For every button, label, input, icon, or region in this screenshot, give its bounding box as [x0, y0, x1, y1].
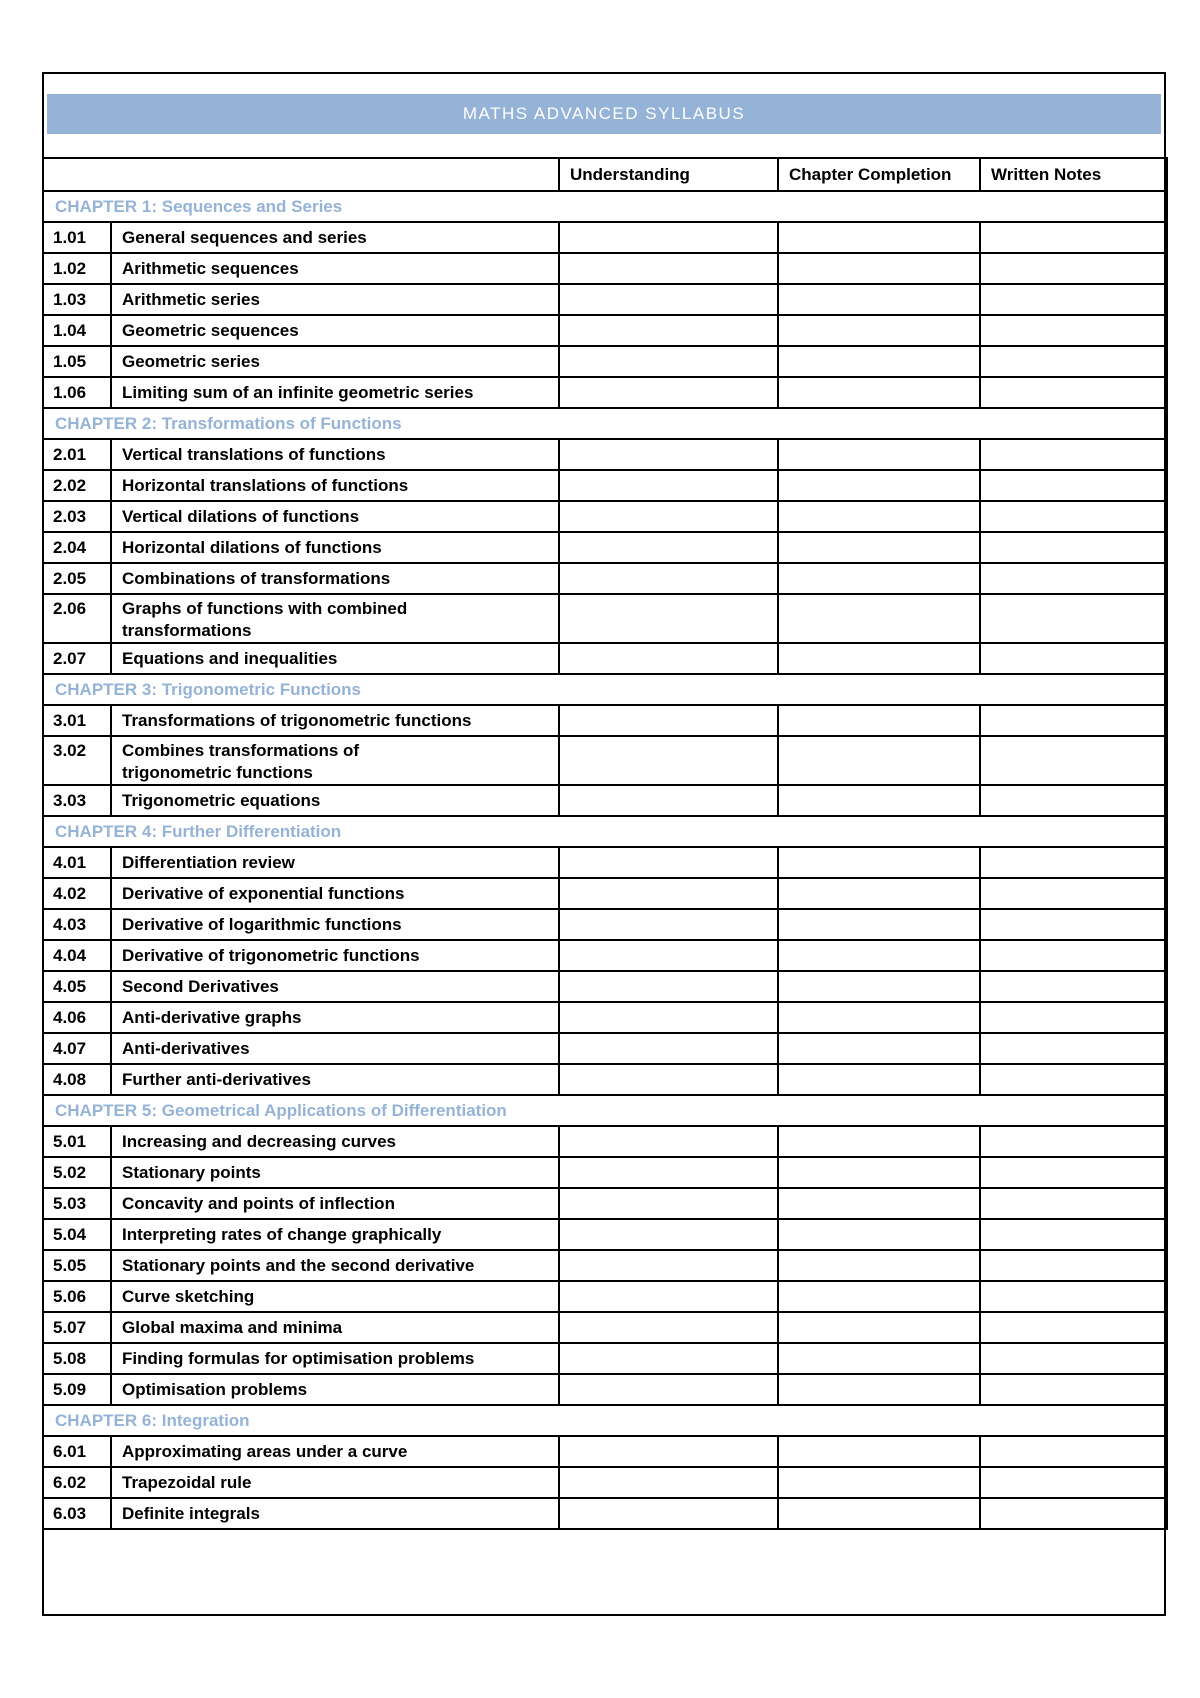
- written-notes-cell: [980, 377, 1167, 408]
- topic-row: [43, 1219, 1167, 1250]
- written-notes-cell: [980, 736, 1167, 785]
- written-notes-cell: [980, 284, 1167, 315]
- topic-code: 4.02: [43, 878, 111, 909]
- written-notes-cell: [980, 940, 1167, 971]
- topic-code: 2.02: [43, 470, 111, 501]
- chapter-heading: CHAPTER 1: Sequences and Series: [43, 191, 1167, 222]
- understanding-cell: [559, 377, 778, 408]
- understanding-cell: [559, 1219, 778, 1250]
- topic-code: 2.04: [43, 532, 111, 563]
- chapter-completion-cell: [778, 1126, 980, 1157]
- topic-name: Concavity and points of inflection: [111, 1188, 559, 1219]
- topic-name: Trapezoidal rule: [111, 1467, 559, 1498]
- topic-name: Anti-derivatives: [111, 1033, 559, 1064]
- chapter-completion-cell: [778, 1374, 980, 1405]
- topic-code: 5.02: [43, 1157, 111, 1188]
- topic-name: Transformations of trigonometric functions: [111, 705, 559, 736]
- topic-row: [43, 736, 1167, 785]
- written-notes-cell: [980, 315, 1167, 346]
- understanding-cell: [559, 1281, 778, 1312]
- topic-row: [43, 532, 1167, 563]
- topic-row: [43, 284, 1167, 315]
- written-notes-cell: [980, 222, 1167, 253]
- topic-row: [43, 1498, 1167, 1529]
- chapter-completion-cell: [778, 940, 980, 971]
- chapter-completion-cell: [778, 1343, 980, 1374]
- understanding-cell: [559, 222, 778, 253]
- chapter-completion-cell: [778, 971, 980, 1002]
- topic-row: [43, 594, 1167, 643]
- topic-code: 3.02: [43, 736, 111, 785]
- chapter-completion-cell: [778, 1436, 980, 1467]
- written-notes-cell: [980, 1250, 1167, 1281]
- understanding-cell: [559, 909, 778, 940]
- topic-row: [43, 1467, 1167, 1498]
- topic-code: 2.07: [43, 643, 111, 674]
- written-notes-cell: [980, 1188, 1167, 1219]
- topic-code: 1.04: [43, 315, 111, 346]
- chapter-completion-cell: [778, 501, 980, 532]
- written-notes-cell: [980, 470, 1167, 501]
- topic-name: Global maxima and minima: [111, 1312, 559, 1343]
- table-header-row: [43, 158, 1167, 191]
- topic-row: [43, 315, 1167, 346]
- understanding-cell: [559, 971, 778, 1002]
- topic-row: [43, 878, 1167, 909]
- topic-name: Limiting sum of an infinite geometric series: [111, 377, 559, 408]
- chapter-completion-cell: [778, 878, 980, 909]
- topic-code: 2.01: [43, 439, 111, 470]
- understanding-cell: [559, 594, 778, 643]
- topic-row: [43, 1374, 1167, 1405]
- chapter-completion-cell: [778, 563, 980, 594]
- topic-row: [43, 940, 1167, 971]
- topic-row: [43, 1188, 1167, 1219]
- topic-code: 5.01: [43, 1126, 111, 1157]
- topic-code: 6.02: [43, 1467, 111, 1498]
- topic-row: [43, 971, 1167, 1002]
- topic-code: 1.02: [43, 253, 111, 284]
- topic-name: Derivative of logarithmic functions: [111, 909, 559, 940]
- topic-row: [43, 470, 1167, 501]
- understanding-cell: [559, 1064, 778, 1095]
- topic-code: 3.03: [43, 785, 111, 816]
- chapter-completion-cell: [778, 909, 980, 940]
- topic-row: [43, 1064, 1167, 1095]
- chapter-completion-cell: [778, 222, 980, 253]
- written-notes-cell: [980, 847, 1167, 878]
- chapter-heading: CHAPTER 6: Integration: [43, 1405, 1167, 1436]
- topic-code: 6.03: [43, 1498, 111, 1529]
- chapter-completion-cell: [778, 705, 980, 736]
- understanding-cell: [559, 1498, 778, 1529]
- understanding-cell: [559, 643, 778, 674]
- topic-name: Curve sketching: [111, 1281, 559, 1312]
- topic-name: Derivative of exponential functions: [111, 878, 559, 909]
- written-notes-cell: [980, 501, 1167, 532]
- chapter-completion-cell: [778, 1002, 980, 1033]
- topic-row: [43, 1033, 1167, 1064]
- topic-row: [43, 377, 1167, 408]
- chapter-heading-row: [43, 1405, 1167, 1436]
- header-understanding: Understanding: [559, 158, 778, 191]
- topic-name: Vertical translations of functions: [111, 439, 559, 470]
- written-notes-cell: [980, 971, 1167, 1002]
- written-notes-cell: [980, 643, 1167, 674]
- understanding-cell: [559, 736, 778, 785]
- topic-name: Anti-derivative graphs: [111, 1002, 559, 1033]
- chapter-heading-row: [43, 408, 1167, 439]
- understanding-cell: [559, 1467, 778, 1498]
- topic-name: Differentiation review: [111, 847, 559, 878]
- understanding-cell: [559, 1126, 778, 1157]
- topic-row: [43, 643, 1167, 674]
- chapter-heading: CHAPTER 5: Geometrical Applications of Differentiation: [43, 1095, 1167, 1126]
- topic-name: Vertical dilations of functions: [111, 501, 559, 532]
- chapter-heading: CHAPTER 2: Transformations of Functions: [43, 408, 1167, 439]
- topic-row: [43, 563, 1167, 594]
- topic-name: Increasing and decreasing curves: [111, 1126, 559, 1157]
- topic-name: Geometric series: [111, 346, 559, 377]
- understanding-cell: [559, 253, 778, 284]
- topic-row: [43, 1436, 1167, 1467]
- topic-name: Arithmetic series: [111, 284, 559, 315]
- understanding-cell: [559, 1436, 778, 1467]
- understanding-cell: [559, 1312, 778, 1343]
- written-notes-cell: [980, 1219, 1167, 1250]
- chapter-completion-cell: [778, 594, 980, 643]
- topic-code: 4.06: [43, 1002, 111, 1033]
- topic-name: Finding formulas for optimisation problems: [111, 1343, 559, 1374]
- understanding-cell: [559, 346, 778, 377]
- topic-name: Graphs of functions with combined transformations: [111, 594, 559, 643]
- written-notes-cell: [980, 785, 1167, 816]
- topic-row: [43, 1157, 1167, 1188]
- topic-row: [43, 1250, 1167, 1281]
- topic-code: 1.05: [43, 346, 111, 377]
- written-notes-cell: [980, 1281, 1167, 1312]
- syllabus-table: [42, 157, 1168, 1530]
- chapter-completion-cell: [778, 439, 980, 470]
- topic-row: [43, 785, 1167, 816]
- understanding-cell: [559, 1374, 778, 1405]
- document-title: MATHS ADVANCED SYLLABUS: [47, 94, 1161, 134]
- understanding-cell: [559, 940, 778, 971]
- chapter-heading: CHAPTER 4: Further Differentiation: [43, 816, 1167, 847]
- topic-name: Horizontal dilations of functions: [111, 532, 559, 563]
- topic-row: [43, 222, 1167, 253]
- chapter-heading-row: [43, 816, 1167, 847]
- chapter-completion-cell: [778, 1033, 980, 1064]
- chapter-completion-cell: [778, 284, 980, 315]
- chapter-completion-cell: [778, 1064, 980, 1095]
- written-notes-cell: [980, 1157, 1167, 1188]
- understanding-cell: [559, 563, 778, 594]
- chapter-completion-cell: [778, 643, 980, 674]
- understanding-cell: [559, 439, 778, 470]
- written-notes-cell: [980, 705, 1167, 736]
- topic-code: 1.03: [43, 284, 111, 315]
- written-notes-cell: [980, 253, 1167, 284]
- topic-code: 4.08: [43, 1064, 111, 1095]
- written-notes-cell: [980, 1064, 1167, 1095]
- chapter-completion-cell: [778, 736, 980, 785]
- topic-code: 1.06: [43, 377, 111, 408]
- chapter-completion-cell: [778, 1281, 980, 1312]
- understanding-cell: [559, 1157, 778, 1188]
- topic-code: 4.04: [43, 940, 111, 971]
- topic-name: Derivative of trigonometric functions: [111, 940, 559, 971]
- header-written-notes: Written Notes: [980, 158, 1167, 191]
- understanding-cell: [559, 1002, 778, 1033]
- topic-row: [43, 1312, 1167, 1343]
- topic-name: Approximating areas under a curve: [111, 1436, 559, 1467]
- topic-row: [43, 346, 1167, 377]
- topic-name: Combines transformations of trigonometric functions: [111, 736, 559, 785]
- topic-code: 2.05: [43, 563, 111, 594]
- topic-code: 4.03: [43, 909, 111, 940]
- topic-name: Combinations of transformations: [111, 563, 559, 594]
- topic-row: [43, 1343, 1167, 1374]
- written-notes-cell: [980, 1033, 1167, 1064]
- written-notes-cell: [980, 1002, 1167, 1033]
- topic-row: [43, 1126, 1167, 1157]
- topic-code: 4.05: [43, 971, 111, 1002]
- topic-code: 3.01: [43, 705, 111, 736]
- topic-row: [43, 1281, 1167, 1312]
- topic-name: Arithmetic sequences: [111, 253, 559, 284]
- syllabus-table-body: [43, 158, 1167, 1529]
- topic-name: Stationary points: [111, 1157, 559, 1188]
- chapter-completion-cell: [778, 253, 980, 284]
- topic-name: Trigonometric equations: [111, 785, 559, 816]
- chapter-completion-cell: [778, 315, 980, 346]
- understanding-cell: [559, 878, 778, 909]
- topic-row: [43, 253, 1167, 284]
- written-notes-cell: [980, 909, 1167, 940]
- written-notes-cell: [980, 439, 1167, 470]
- chapter-completion-cell: [778, 532, 980, 563]
- understanding-cell: [559, 785, 778, 816]
- written-notes-cell: [980, 1467, 1167, 1498]
- topic-name: Further anti-derivatives: [111, 1064, 559, 1095]
- topic-row: [43, 501, 1167, 532]
- understanding-cell: [559, 532, 778, 563]
- chapter-completion-cell: [778, 1219, 980, 1250]
- understanding-cell: [559, 1188, 778, 1219]
- topic-name: Interpreting rates of change graphically: [111, 1219, 559, 1250]
- topic-code: 2.03: [43, 501, 111, 532]
- topic-code: 5.07: [43, 1312, 111, 1343]
- chapter-completion-cell: [778, 1312, 980, 1343]
- chapter-heading-row: [43, 674, 1167, 705]
- written-notes-cell: [980, 1374, 1167, 1405]
- chapter-heading-row: [43, 191, 1167, 222]
- chapter-completion-cell: [778, 1498, 980, 1529]
- topic-name: Equations and inequalities: [111, 643, 559, 674]
- topic-code: 5.09: [43, 1374, 111, 1405]
- written-notes-cell: [980, 346, 1167, 377]
- topic-row: [43, 705, 1167, 736]
- topic-code: 5.08: [43, 1343, 111, 1374]
- topic-code: 5.06: [43, 1281, 111, 1312]
- chapter-completion-cell: [778, 1188, 980, 1219]
- understanding-cell: [559, 705, 778, 736]
- topic-code: 5.04: [43, 1219, 111, 1250]
- written-notes-cell: [980, 1312, 1167, 1343]
- written-notes-cell: [980, 1343, 1167, 1374]
- topic-name: General sequences and series: [111, 222, 559, 253]
- written-notes-cell: [980, 563, 1167, 594]
- topic-code: 5.05: [43, 1250, 111, 1281]
- chapter-completion-cell: [778, 470, 980, 501]
- chapter-completion-cell: [778, 1467, 980, 1498]
- topic-code: 2.06: [43, 594, 111, 643]
- written-notes-cell: [980, 1436, 1167, 1467]
- topic-code: 4.01: [43, 847, 111, 878]
- topic-name: Optimisation problems: [111, 1374, 559, 1405]
- topic-code: 1.01: [43, 222, 111, 253]
- topic-row: [43, 847, 1167, 878]
- chapter-completion-cell: [778, 346, 980, 377]
- understanding-cell: [559, 847, 778, 878]
- written-notes-cell: [980, 532, 1167, 563]
- understanding-cell: [559, 501, 778, 532]
- chapter-heading-row: [43, 1095, 1167, 1126]
- topic-name: Definite integrals: [111, 1498, 559, 1529]
- chapter-completion-cell: [778, 1250, 980, 1281]
- topic-row: [43, 439, 1167, 470]
- header-chapter-completion: Chapter Completion: [778, 158, 980, 191]
- chapter-completion-cell: [778, 847, 980, 878]
- written-notes-cell: [980, 878, 1167, 909]
- topic-code: 4.07: [43, 1033, 111, 1064]
- written-notes-cell: [980, 594, 1167, 643]
- topic-code: 6.01: [43, 1436, 111, 1467]
- written-notes-cell: [980, 1126, 1167, 1157]
- written-notes-cell: [980, 1498, 1167, 1529]
- chapter-completion-cell: [778, 785, 980, 816]
- chapter-completion-cell: [778, 1157, 980, 1188]
- chapter-heading: CHAPTER 3: Trigonometric Functions: [43, 674, 1167, 705]
- understanding-cell: [559, 284, 778, 315]
- understanding-cell: [559, 1343, 778, 1374]
- topic-name: Second Derivatives: [111, 971, 559, 1002]
- chapter-completion-cell: [778, 377, 980, 408]
- topic-name: Geometric sequences: [111, 315, 559, 346]
- topic-row: [43, 1002, 1167, 1033]
- understanding-cell: [559, 1250, 778, 1281]
- topic-code: 5.03: [43, 1188, 111, 1219]
- topic-row: [43, 909, 1167, 940]
- understanding-cell: [559, 1033, 778, 1064]
- header-blank-cell: [43, 158, 559, 191]
- understanding-cell: [559, 315, 778, 346]
- understanding-cell: [559, 470, 778, 501]
- topic-name: Stationary points and the second derivative: [111, 1250, 559, 1281]
- topic-name: Horizontal translations of functions: [111, 470, 559, 501]
